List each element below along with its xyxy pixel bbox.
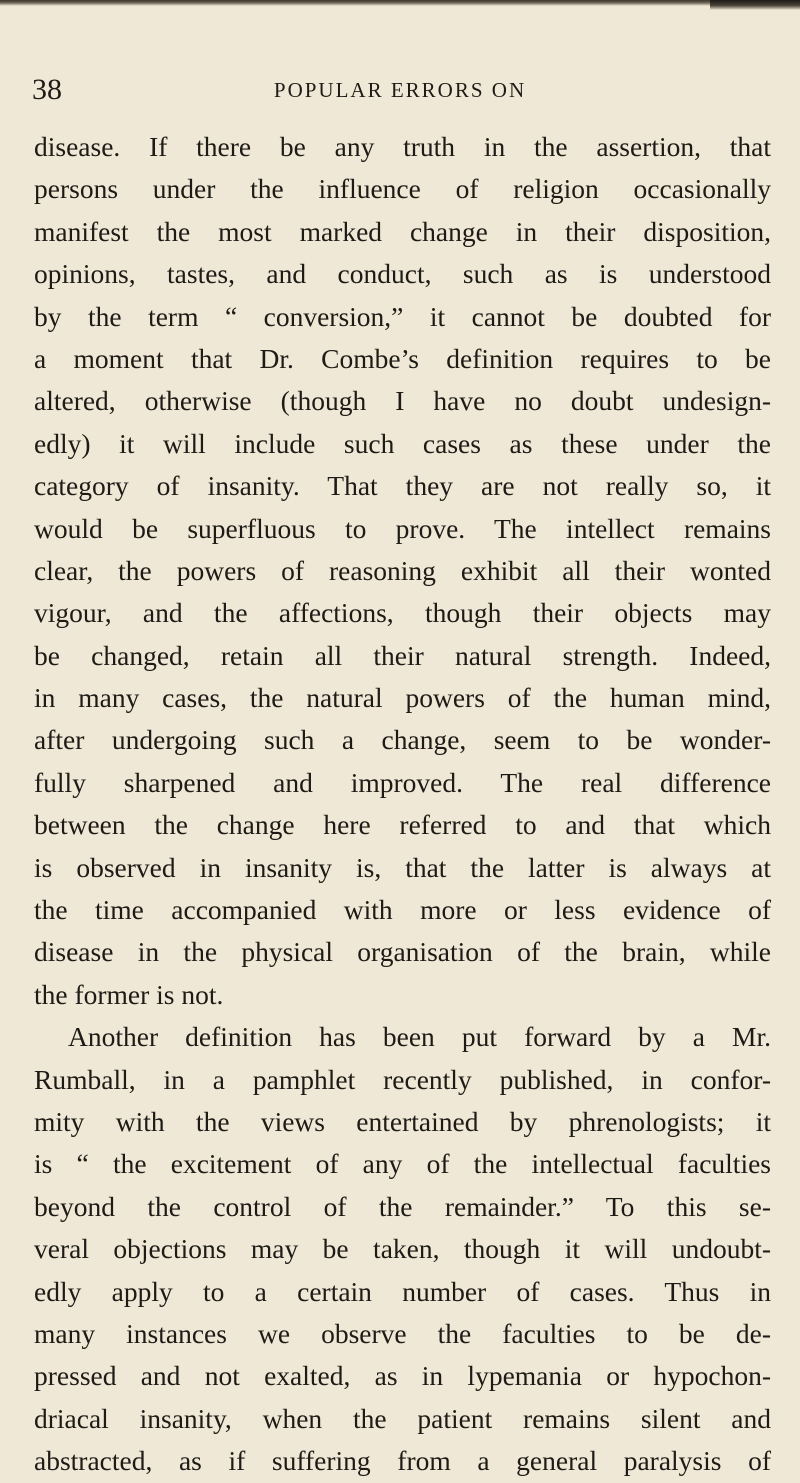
text-line: is observed in insanity is, that the latter is always at <box>34 851 771 883</box>
text-line: abstracted, as if suffering from a general paralysis of <box>34 1445 771 1477</box>
page-top-corner-shadow <box>710 0 800 10</box>
text-line: mity with the views entertained by phrenologists; it <box>34 1105 771 1137</box>
text-line: beyond the control of the remainder.” To this se- <box>34 1190 771 1222</box>
text-line: pressed and not exalted, as in lypemania or hypochon- <box>34 1360 771 1392</box>
text-line: a moment that Dr. Combe’s definition requires to be <box>34 342 771 374</box>
text-line: disease. If there be any truth in the assertion, that <box>34 131 771 162</box>
text-line: category of insanity. That they are not really so, it <box>34 470 771 502</box>
text-line: the time accompanied with more or less evidence of <box>34 894 771 926</box>
text-line: in many cases, the natural powers of the human mind, <box>34 682 771 714</box>
text-line: disease in the physical organisation of the brain, while <box>34 936 771 968</box>
text-line: opinions, tastes, and conduct, such as is understood <box>34 258 771 290</box>
text-line: altered, otherwise (though I have no doubt undesign- <box>34 385 771 417</box>
text-line: vigour, and the affections, though their objects may <box>34 597 771 629</box>
text-line: be changed, retain all their natural strength. Indeed, <box>34 639 771 671</box>
text-line: clear, the powers of reasoning exhibit all their wonted <box>34 554 771 586</box>
running-title: POPULAR ERRORS ON <box>273 78 527 102</box>
text-line: Rumball, in a pamphlet recently published, in confor- <box>34 1063 771 1095</box>
text-line: by the term “ conversion,” it cannot be doubted for <box>34 300 771 332</box>
text-line: between the change here referred to and that which <box>34 809 771 841</box>
text-line: persons under the influence of religion occasionally <box>34 173 771 205</box>
paragraph-end-line: the former is not. <box>34 978 224 1010</box>
text-line: would be superfluous to prove. The intellect remains <box>34 512 771 544</box>
text-line: manifest the most marked change in their disposition, <box>34 215 771 247</box>
text-line: after undergoing such a change, seem to be wonder- <box>34 724 771 756</box>
page-header <box>0 68 800 112</box>
text-line: many instances we observe the faculties to be de- <box>34 1317 771 1349</box>
text-line: edly) it will include such cases as these under the <box>34 427 771 459</box>
text-line: edly apply to a certain number of cases. Thus in <box>34 1275 771 1307</box>
text-line: is “ the excitement of any of the intellectual faculties <box>34 1148 771 1180</box>
text-line: fully sharpened and improved. The real difference <box>34 766 771 798</box>
page-top-edge-shadow <box>0 0 800 6</box>
paragraph-start-line: Another definition has been put forward by a Mr. <box>68 1021 771 1053</box>
text-line: driacal insanity, when the patient remains silent and <box>34 1402 771 1434</box>
page-number: 38 <box>32 73 62 106</box>
body-text <box>34 126 771 1483</box>
text-line: veral objections may be taken, though it will undoubt- <box>34 1233 771 1265</box>
